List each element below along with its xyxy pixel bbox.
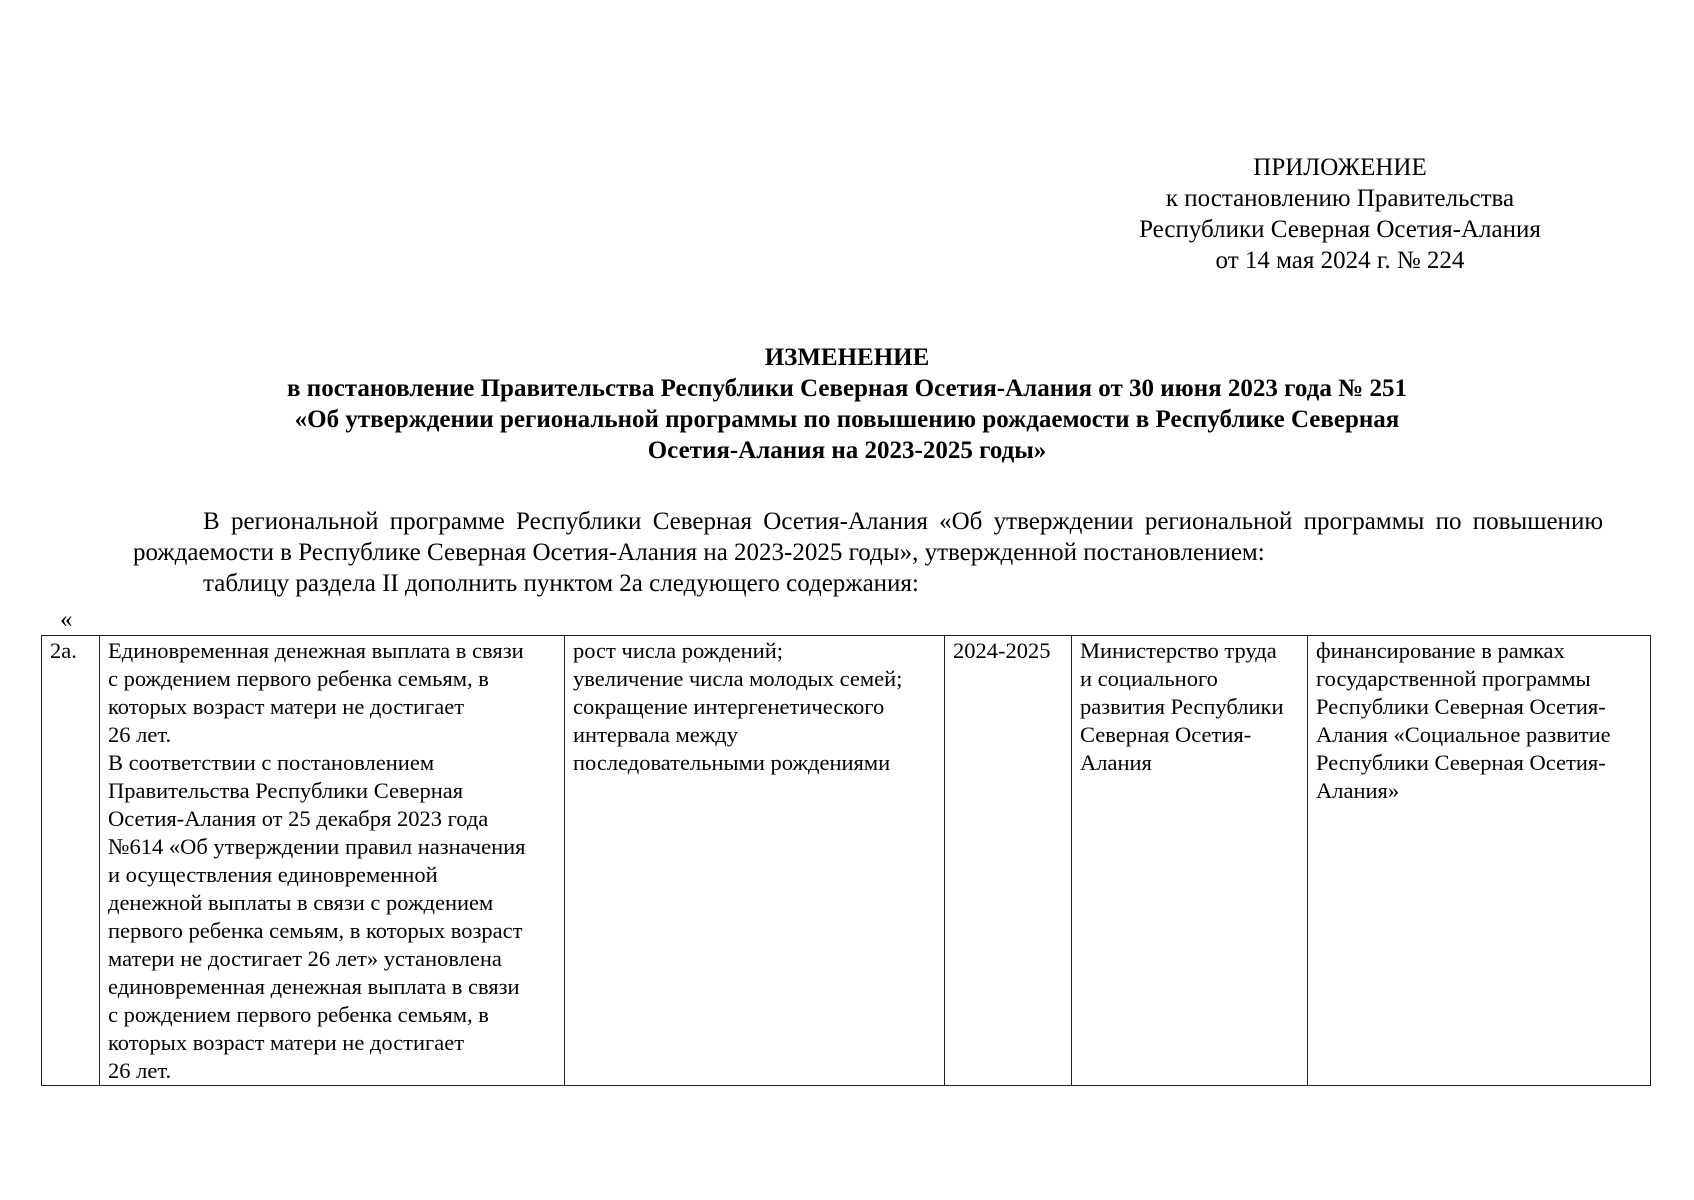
cell-text-line: развития Республики — [1080, 694, 1284, 719]
cell-executor — [1072, 636, 1308, 1086]
title-line: в постановление Правительства Республики Северная Осетия-Алания от 30 июня 2023 года № 251 — [287, 375, 1407, 402]
cell-text-line: матери не достигает 26 лет» установлена — [108, 946, 502, 971]
cell-text-line: увеличение числа молодых семей; — [573, 666, 903, 691]
cell-text-line: и социального — [1080, 666, 1218, 691]
body-paragraph: таблицу раздела II дополнить пунктом 2а следующего содержания: — [203, 570, 919, 597]
body-text — [133, 506, 1603, 599]
appendix-heading: ПРИЛОЖЕНИЕ — [1253, 154, 1427, 181]
cell-text-line: Алания «Социальное развитие — [1316, 722, 1611, 747]
cell-text-line: с рождением первого ребенка семьям, в — [108, 666, 489, 691]
cell-text-line: В соответствии с постановлением — [108, 750, 435, 775]
cell-financing — [1308, 636, 1651, 1086]
cell-text-line: сокращение интергенетического — [573, 694, 885, 719]
cell-text-line: Министерство труда — [1080, 638, 1277, 663]
cell-description — [100, 636, 565, 1086]
cell-text-line: первого ребенка семьям, в которых возраст — [108, 918, 523, 943]
title-line: «Об утверждении региональной программы по повышению рождаемости в Республике Северная — [294, 406, 1400, 433]
appendix-line: Республики Северная Осетия-Алания — [1139, 216, 1541, 243]
appendix-line: к постановлению Правительства — [1165, 185, 1515, 212]
cell-text-line: и осуществления единовременной — [108, 862, 438, 887]
cell-text-line: Алания — [1080, 750, 1152, 775]
cell-text-line: 26 лет. — [108, 1058, 172, 1083]
opening-quote-mark: « — [60, 606, 73, 633]
cell-text-line: государственной программы — [1316, 666, 1591, 691]
cell-text-line: финансирование в рамках — [1316, 638, 1565, 663]
cell-text-line: Республики Северная Осетия- — [1316, 694, 1606, 719]
program-table — [41, 635, 1651, 1086]
cell-text-line: которых возраст матери не достигает — [108, 694, 465, 719]
cell-results — [565, 636, 945, 1086]
title-heading: ИЗМЕНЕНИЕ — [764, 344, 930, 371]
cell-text-line: №614 «Об утверждении правил назначения — [108, 834, 526, 859]
cell-text-line: Республики Северная Осетия- — [1316, 750, 1606, 775]
table-row — [42, 636, 1651, 1086]
cell-period: 2024-2025 — [945, 636, 1072, 1086]
body-paragraph: В региональной программе Республики Северная Осетия-Алания «Об утверждении региональной программы по повышению рождаемости в Республике Северная Осетия-Алания на 2023-2025 годы», утвержденной постановлением: — [133, 508, 1603, 566]
appendix-header — [1080, 152, 1600, 276]
cell-text-line: рост числа рождений; — [573, 638, 783, 663]
cell-text-line: интервала между — [573, 722, 738, 747]
cell-text-line: Северная Осетия- — [1080, 722, 1252, 747]
cell-text-line: Правительства Республики Северная — [108, 778, 464, 803]
cell-text-line: единовременная денежная выплата в связи — [108, 974, 520, 999]
cell-text-line: последовательными рождениями — [573, 750, 891, 775]
cell-text-line: Алания» — [1316, 778, 1400, 803]
cell-text-line: которых возраст матери не достигает — [108, 1030, 465, 1055]
cell-text-line: с рождением первого ребенка семьям, в — [108, 1002, 489, 1027]
cell-number: 2а. — [42, 636, 100, 1086]
appendix-line: от 14 мая 2024 г. № 224 — [1215, 247, 1465, 274]
cell-text-line: Осетия-Алания от 25 декабря 2023 года — [108, 806, 489, 831]
cell-text-line: Единовременная денежная выплата в связи — [108, 638, 524, 663]
cell-text-line: денежной выплаты в связи с рождением — [108, 890, 494, 915]
document-title — [60, 342, 1634, 466]
title-line: Осетия-Алания на 2023-2025 годы» — [647, 437, 1047, 464]
cell-text-line: 26 лет. — [108, 722, 172, 747]
